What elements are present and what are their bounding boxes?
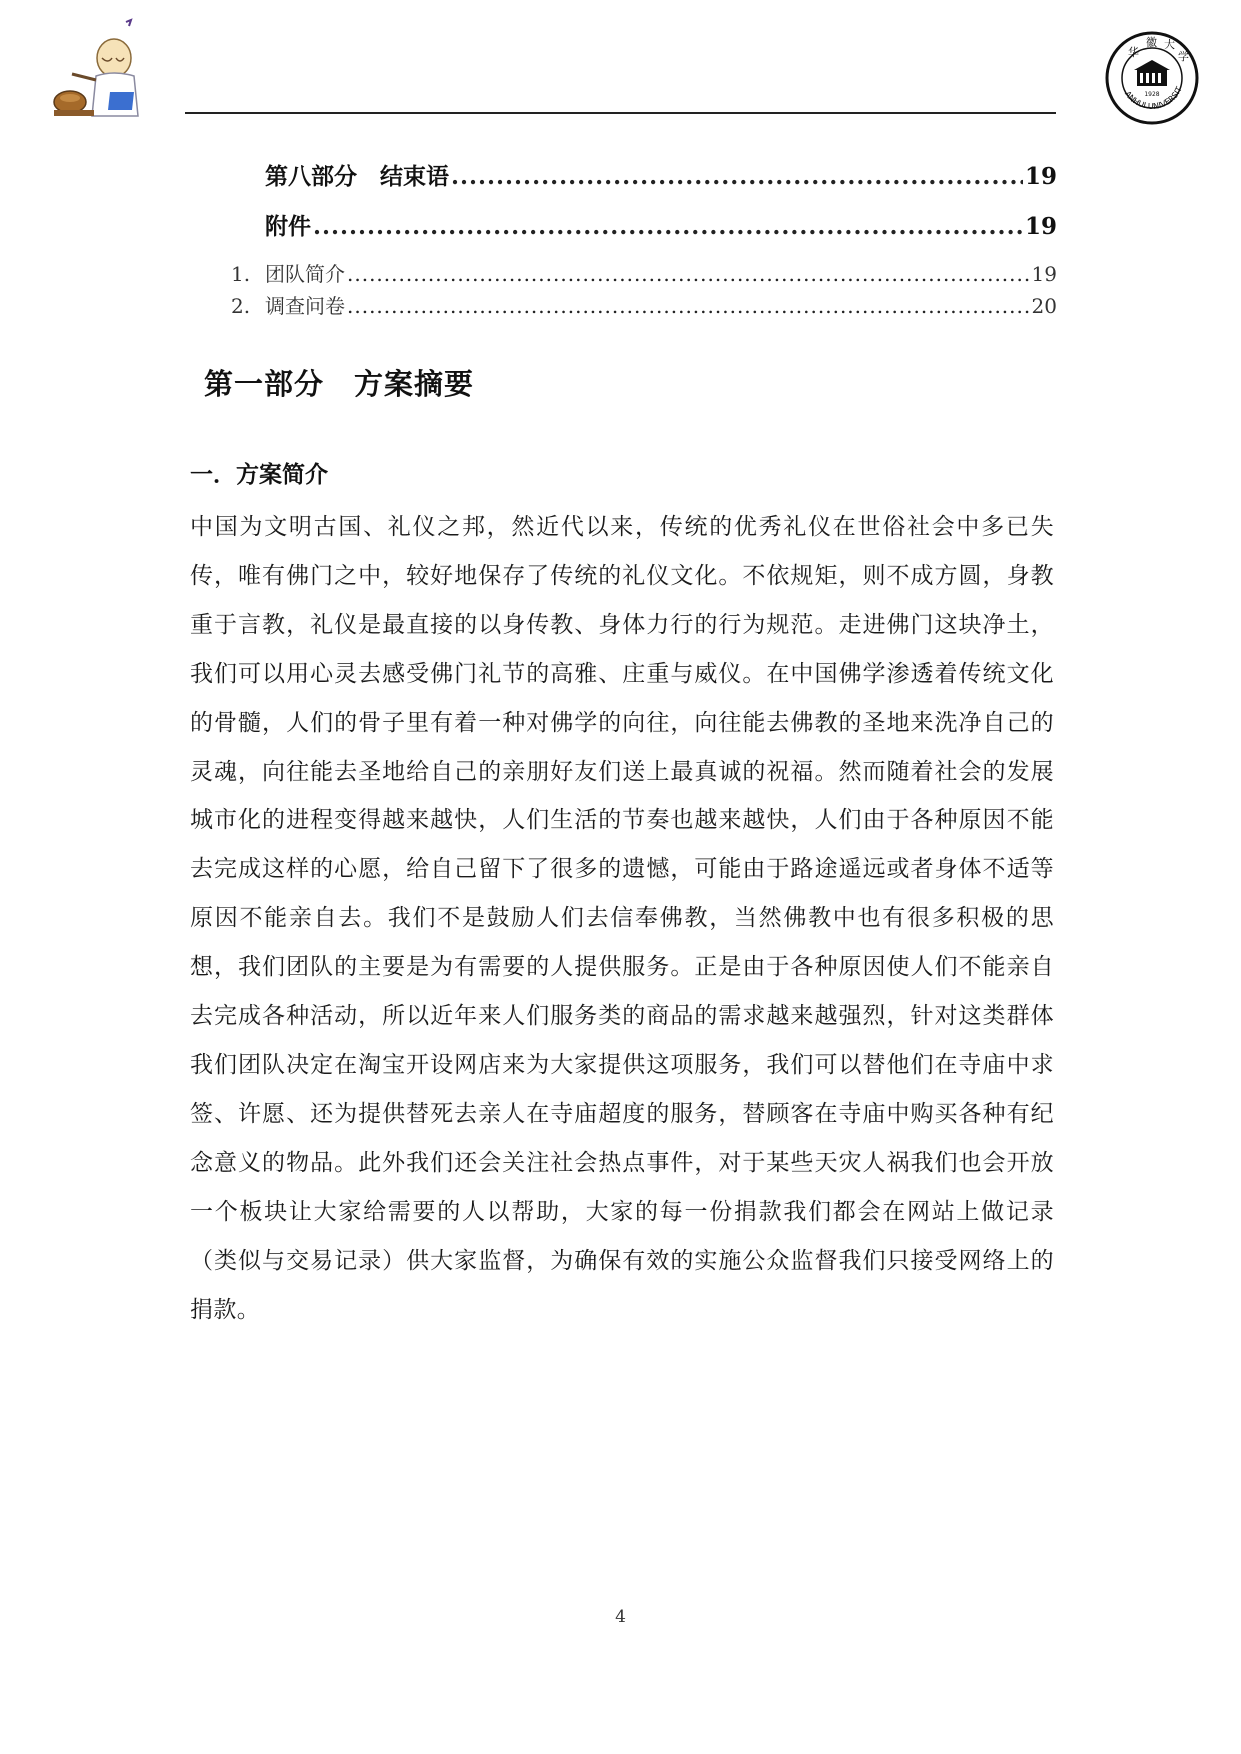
svg-text:1928: 1928 (1144, 91, 1160, 98)
svg-text:华: 华 (1128, 46, 1139, 59)
toc-entry-page: 19 (1031, 262, 1057, 286)
svg-text:大: 大 (1164, 38, 1175, 51)
toc-entry-label: 第八部分 结束语 (265, 163, 449, 190)
body-paragraph: 中国为文明古国、礼仪之邦，然近代以来，传统的优秀礼仪在世俗社会中多已失传，唯有佛门之中，较好地保存了传统的礼仪文化。不依规矩，则不成方圆，身教重于言教，礼仪是最直接的以身传教、身体力行的行为规范。走进佛门这块净土，我们可以用心灵去感受佛门礼节的高雅、庄重与威仪。在中国佛学渗透着传统文化的骨髓，人们的骨子里有着一种对佛学的向往，向往能去佛教的圣地来洗净自己的灵魂，向往能去圣地给自己的亲朋好友们送上最真诚的祝福。然而随着社会的发展城市化的进程变得越来越快，人们生活的节奏也越来越快，人们由于各种原因不能去完成这样的心愿，给自己留下了很多的遗憾，可能由于路途遥远或者身体不适等原因不能亲自去。我们不是鼓励人们去信奉佛教，当然佛教中也有很多积极的思想，我们团队的主要是为有需要的人提供服务。正是由于各种原因使人们不能亲自去完成各种活动，所以近年来人们服务类的商品的需求越来越强烈，针对这类群体我们团队决定在淘宝开设网店来为大家提供这项服务，我们可以替他们在寺庙中求签、许愿、还为提供替死去亲人在寺庙超度的服务，替顾客在寺庙中购买各种有纪念意义的物品。此外我们还会关注社会热点事件，对于某些天灾人祸我们也会开放一个板块让大家给需要的人以帮助，大家的每一份捐款我们都会在网站上做记录（类似与交易记录）供大家监督，为确保有效的实施公众监督我们只接受网络上的捐款。 (190, 514, 1054, 1323)
monk-striking-wooden-fish-icon (52, 18, 148, 122)
table-of-contents (227, 158, 1057, 322)
toc-leader-dots (347, 294, 1030, 318)
university-seal-icon (1104, 30, 1200, 126)
toc-entry-page: 20 (1031, 294, 1057, 318)
section-title: 第一部分 方案摘要 (204, 367, 475, 401)
header-divider (185, 112, 1056, 114)
toc-leader-dots (313, 213, 1023, 240)
toc-entry-questionnaire[interactable] (227, 290, 1057, 318)
toc-entry-label: 团队简介 (265, 262, 345, 286)
svg-text:ANHUI UNIVERSITY: ANHUI UNIVERSIT (1123, 85, 1184, 111)
page-number: 4 (615, 1607, 626, 1627)
toc-entry-label: 附件 (265, 213, 311, 240)
toc-leader-dots (347, 262, 1030, 286)
subsection-title: 一．方案简介 (190, 461, 328, 488)
toc-entry-page: 19 (1024, 213, 1057, 240)
toc-entry-number: 1. (231, 262, 251, 286)
toc-entry-page: 19 (1024, 163, 1057, 190)
toc-entry-label: 调查问卷 (265, 294, 345, 318)
svg-text:徽: 徽 (1146, 36, 1157, 49)
toc-entry-team-intro[interactable] (227, 258, 1057, 286)
toc-entry-conclusion[interactable] (227, 158, 1057, 194)
toc-leader-dots (451, 163, 1023, 190)
toc-entry-number: 2. (231, 294, 251, 318)
toc-entry-appendix[interactable] (227, 208, 1057, 244)
svg-text:学: 学 (1178, 50, 1189, 63)
